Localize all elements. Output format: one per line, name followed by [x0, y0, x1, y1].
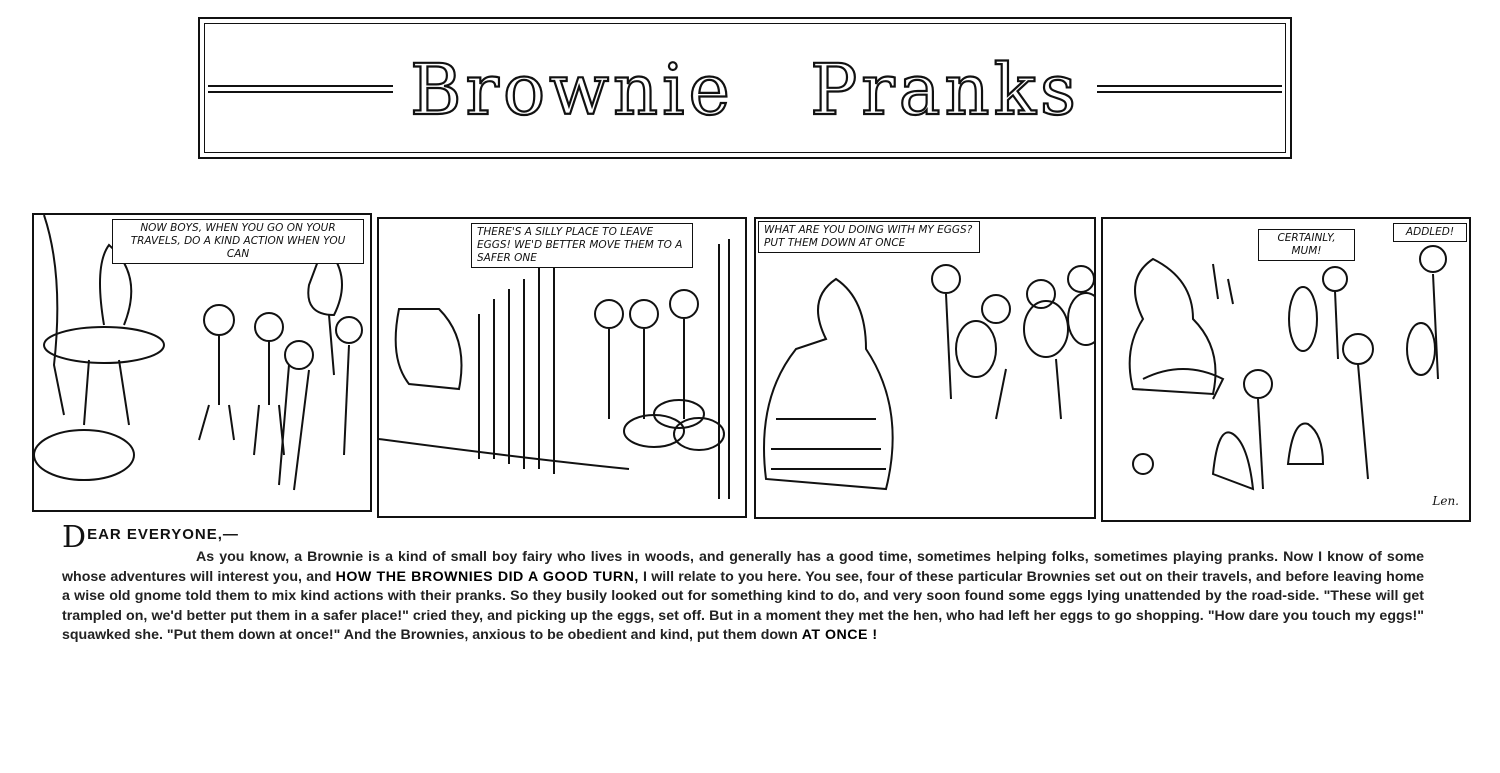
comic-panel-1	[32, 213, 372, 512]
story-text-part: As you know, a Brownie is a kind of small boy fairy who lives in woods, and generally has a good time, sometimes helping folks, sometimes playing pranks. Now I know of some whose adventures will interest you, and	[62, 549, 1424, 585]
speech-balloon: WHAT ARE YOU DOING WITH MY EGGS? PUT THEM DOWN AT ONCE	[758, 221, 980, 253]
speech-balloon: THERE'S A SILLY PLACE TO LEAVE EGGS! WE'D BETTER MOVE THEM TO A SAFER ONE	[471, 223, 693, 268]
story-emphasis: HOW THE BROWNIES DID A GOOD TURN,	[335, 568, 639, 585]
artist-signature: Len.	[1432, 494, 1459, 508]
comic-panel-3	[754, 217, 1096, 519]
speech-balloon: ADDLED!	[1393, 223, 1467, 242]
drop-cap: D	[62, 520, 88, 555]
story-text	[62, 548, 1424, 646]
salutation-text: EAR EVERYONE,—	[87, 526, 239, 543]
speech-balloon: CERTAINLY, MUM!	[1258, 229, 1355, 261]
comic-panel-4	[1101, 217, 1471, 522]
panel-4-illustration	[1103, 219, 1469, 520]
story-emphasis: AT ONCE !	[801, 627, 878, 643]
speech-balloon: NOW BOYS, WHEN YOU GO ON YOUR TRAVELS, DO A KIND ACTION WHEN YOU CAN	[112, 219, 364, 264]
page-title: Brownie Pranks	[410, 49, 1080, 131]
comic-panel-2	[377, 217, 747, 518]
panel-3-illustration	[756, 219, 1094, 517]
title-banner	[198, 17, 1292, 159]
story-text-part: I will relate to you here. You see, four of these particular Brownies set out on their travels, and before leaving home a wise old gnome told them to mix kind actions with their pranks. So they busily looked out for something kind to do, and very soon found some eggs lying unattended by the road-side. "These will get trampled on, we'd better put them in a safer place!" cried they, and picking up the eggs, set off. But in a moment they met the hen, who had left her eggs to go shopping. "How dare you touch my eggs!" squawked she. "Put them down at once!" And the Brownies, anxious to be obedient and kind, put them down	[62, 568, 1424, 643]
